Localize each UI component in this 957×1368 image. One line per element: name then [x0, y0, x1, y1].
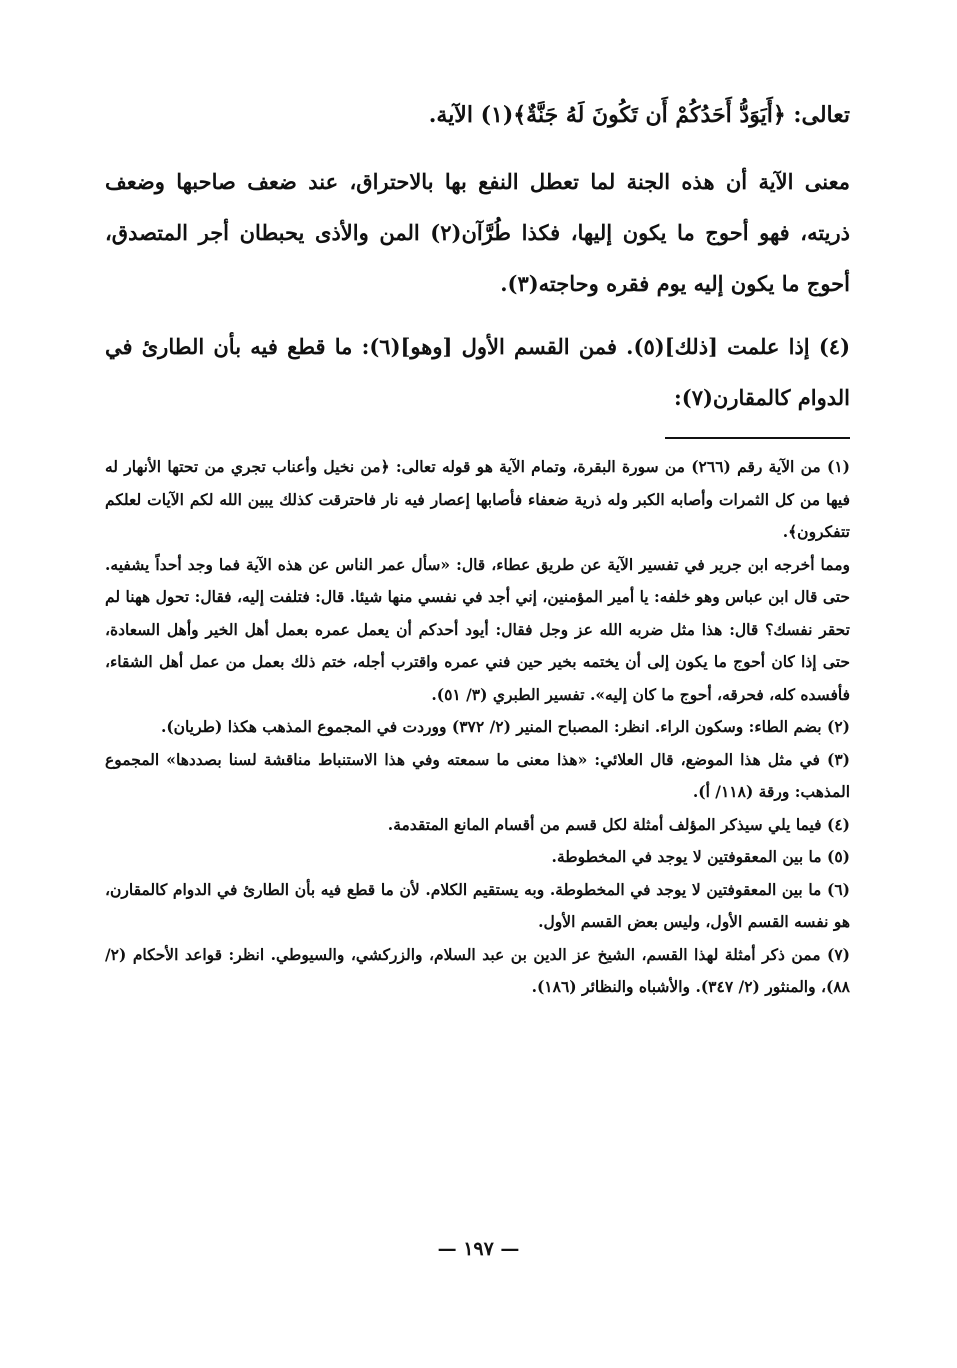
page-number: — ١٩٧ —: [437, 1238, 520, 1260]
footnote-6: (٦) ما بين المعقوفتين لا يوجد في المخطوطة. وبه يستقيم الكلام. لأن ما قطع فيه بأن الطارئ في الدوام كالمقارن، هو نفسه القسم الأول، وليس بعض القسم الأول.: [105, 879, 850, 931]
footnote-1: (١) من الآية رقم (٢٦٦) من سورة البقرة، وتمام الآية هو قوله تعالى: ﴿من نخيل وأعناب تجري من تحتها الأنهار له فيها من كل الثمرات وأصابه الكبر وله ذرية ضعفاء فأصابها إعصار فيه نار فاحترقت كذلك يبين الله لكم الآيات لعلكم تتفكرون﴾.: [105, 457, 850, 541]
footnote-5: (٥) ما بين المعقوفتين لا يوجد في المخطوطة.: [551, 847, 850, 866]
body-paragraph-1: معنى الآية أن هذه الجنة لما تعطل النفع بها بالاحتراق، عند ضعف صاحبها وضعف ذريته، فهو أحوج ما يكون إليها، فكذا طُرَّآن(٢) المن والأذى يحبطان أجر المتصدق، أحوج ما يكون إليه يوم فقره وحاجته(٣).: [105, 169, 851, 296]
footnote-7: (٧) ممن ذكر أمثلة لهذا القسم، الشيخ عز الدين بن عبد السلام، والزركشي، والسيوطي. انظر: قواعد الأحكام (٢/ ٨٨)، والمنثور (٢/ ٣٤٧). والأشباه والنظائر (١٨٦).: [105, 944, 851, 996]
verse-line: تعالى: ﴿أَيَوَدُّ أَحَدُكُمْ أَن تَكُونَ لَهُ جَنَّةٌ﴾(١) الآية.: [428, 102, 850, 128]
footnote-divider: [665, 437, 850, 439]
footnotes: [105, 451, 850, 1004]
footnote-1-extra: ومما أخرجه ابن جرير في تفسير الآية عن طريق عطاء، قال: «سأل عمر الناس عن هذه الآية فما وجد أحداً يشفيه. حتى قال ابن عباس وهو خلفه: يا أمير المؤمنين، إني أجد في نفسي منها شيئا. قال: فتلفت إليه، فقال: تحول ههنا لم تحقر نفسك؟ قال: هذا مثل ضربه الله عز وجل فقال: أيود أحدكم أن يعمل عمره بعمل أهل الخير وأهل السعادة، حتى إذا كان أحوج ما يكون إلى أن يختمه بخير حين فني عمره واقترب أجله، ختم ذلك بعمل من عمل أهل الشقاء، فأفسده كله، فحرقه، أحوج ما كان إليه». تفسير الطبري (٣/ ٥١).: [105, 554, 850, 704]
footnote-3: (٣) في مثل هذا الموضع، قال العلائي: «هذا معنى ما سمعته وفي هذا الاستنباط مناقشة لسنا بصددها» المجموع المذهب: ورقة (١١٨/ أ).: [105, 749, 850, 801]
footnote-2: (٢) بضم الطاء: وسكون الراء. انظر: المصباح المنير (٢/ ٣٧٢) ووردت في المجموع المذهب هكذا (طريان).: [160, 717, 850, 736]
body-paragraph-2: (٤) إذا علمت [ذلك](٥). فمن القسم الأول [وهو](٦): ما قطع فيه بأن الطارئ في الدوام كالمقارن(٧):: [105, 334, 851, 410]
page-content: [105, 92, 850, 1004]
footnote-4: (٤) فيما يلي سيذكر المؤلف أمثلة لكل قسم من أقسام المانع المتقدمة.: [387, 814, 850, 834]
